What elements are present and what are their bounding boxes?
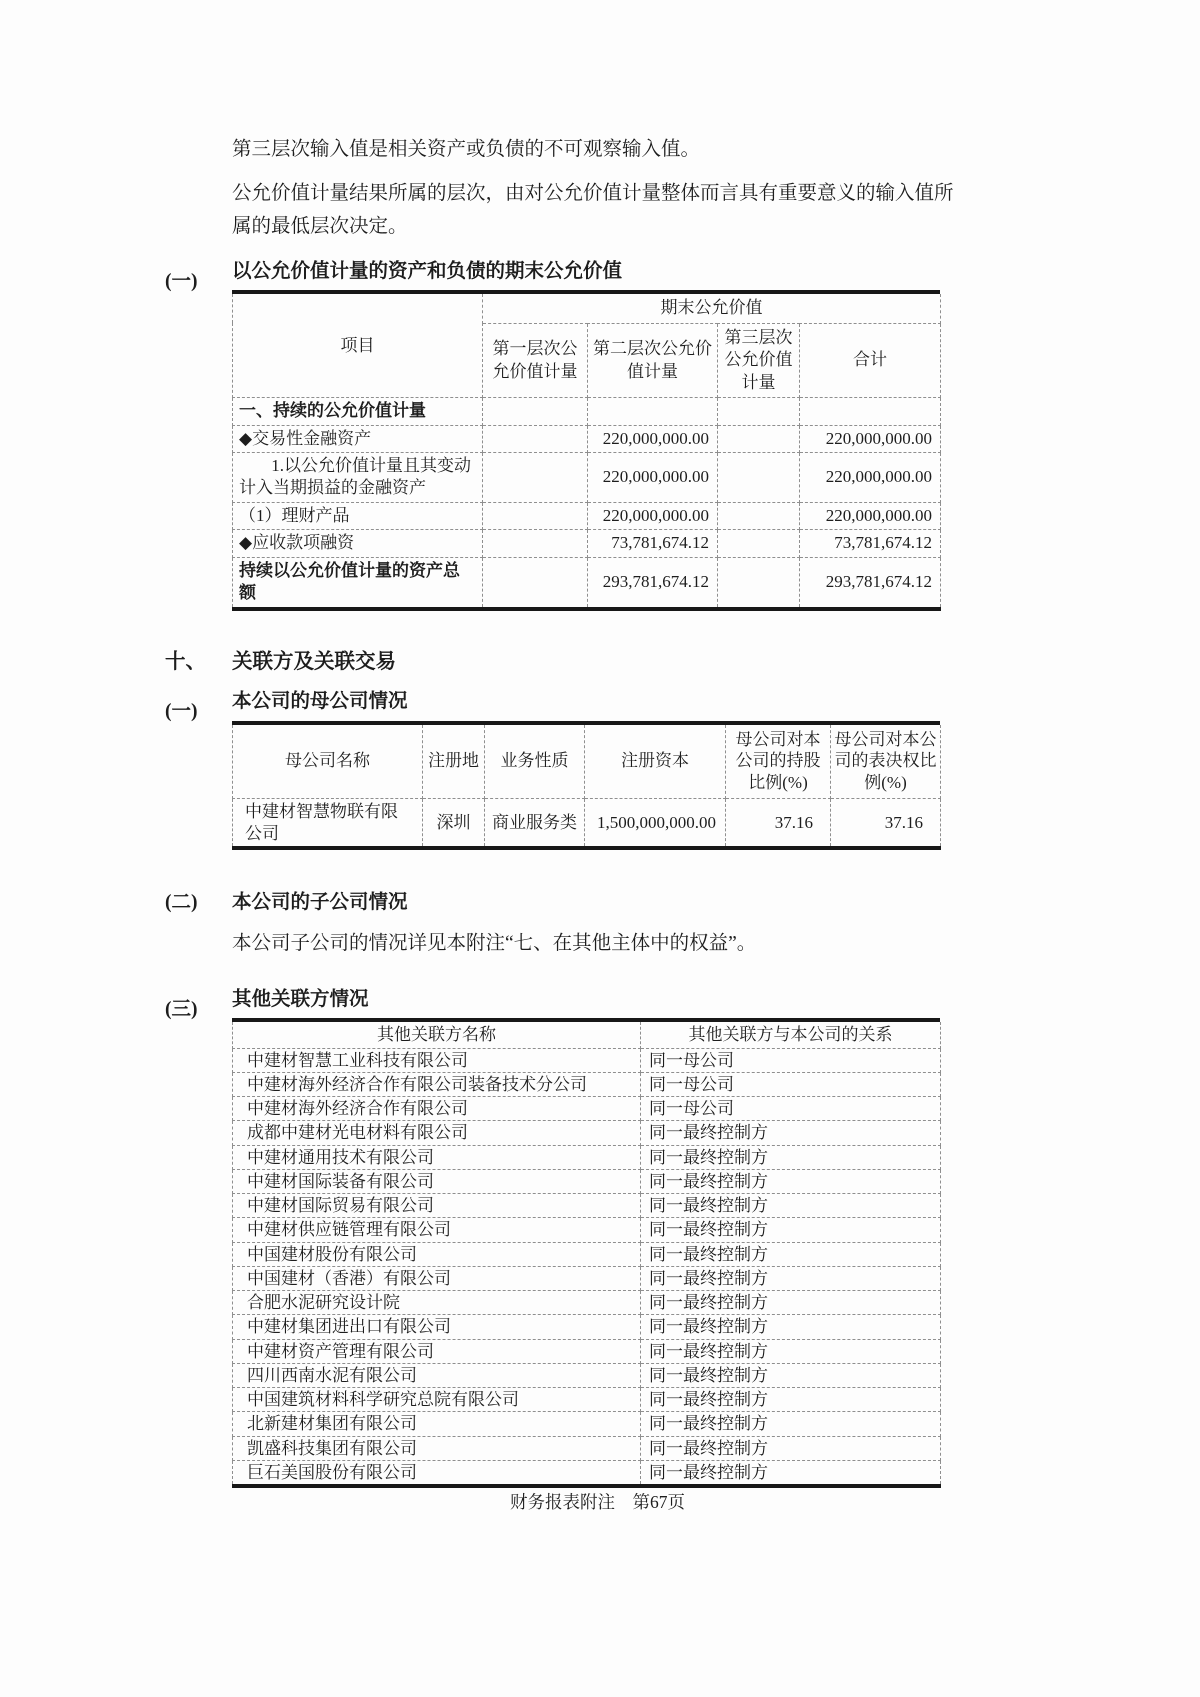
table-row [233,1412,941,1436]
column-header-parent-name: 母公司名称 [233,725,423,799]
value-cell-level1 [483,530,588,557]
table-row [233,1218,941,1242]
relation-cell: 同一母公司 [641,1048,941,1072]
section-heading-subsidiary [165,890,1005,915]
related-party-name-cell: 中建材国际装备有限公司 [233,1169,641,1193]
table-row [233,1315,941,1339]
value-cell-level2: 220,000,000.00 [588,425,718,452]
section-title-underline [232,259,940,294]
table-row [233,1097,941,1121]
value-cell-level3 [718,398,800,425]
table-row [233,1242,941,1266]
related-party-name-cell: 中建材智慧工业科技有限公司 [233,1048,641,1072]
relation-cell: 同一母公司 [641,1072,941,1096]
item-cell: ◆交易性金融资产 [233,425,483,452]
column-header-item: 项目 [233,294,483,397]
fair-value-table [232,294,941,610]
relation-cell: 同一最终控制方 [641,1194,941,1218]
value-cell-level2: 220,000,000.00 [588,502,718,529]
value-cell-level1 [483,398,588,425]
table-row [233,1048,941,1072]
relation-cell: 同一最终控制方 [641,1266,941,1290]
chapter-title: 关联方及关联交易 [232,650,396,673]
relation-cell: 同一最终控制方 [641,1121,941,1145]
relation-cell: 同一最终控制方 [641,1339,941,1363]
section-number: (三) [165,998,198,1020]
related-party-name-cell: 凯盛科技集团有限公司 [233,1436,641,1460]
table-row [233,1194,941,1218]
value-cell-total: 293,781,674.12 [800,557,941,608]
section-title-underline [232,689,940,724]
column-header-level2: 第二层次公允价值计量 [588,323,718,397]
value-cell-level3 [718,557,800,608]
item-cell: 持续以公允价值计量的资产总额 [233,557,483,608]
relation-cell: 同一最终控制方 [641,1388,941,1412]
related-party-name-cell: 中国建筑材料科学研究总院有限公司 [233,1388,641,1412]
intro-paragraph-2: 公允价值计量结果所属的层次，由对公允价值计量整体而言具有重要意义的输入值所属的最低层次决定。 [232,183,954,237]
relation-cell: 同一最终控制方 [641,1145,941,1169]
section-number: (一) [165,271,198,293]
value-cell-level3 [718,530,800,557]
value-cell-level3 [718,453,800,503]
section-number: (一) [165,701,198,723]
value-cell-level2: 73,781,674.12 [588,530,718,557]
table-row [233,1145,941,1169]
column-header-other-name: 其他关联方名称 [233,1022,641,1048]
related-party-name-cell: 中建材海外经济合作有限公司装备技术分公司 [233,1072,641,1096]
table-row [233,557,941,608]
value-cell-level1 [483,557,588,608]
related-party-name-cell: 巨石美国股份有限公司 [233,1460,641,1486]
table-row [233,798,941,848]
related-party-name-cell: 中建材供应链管理有限公司 [233,1218,641,1242]
item-cell: 1.以公允价值计量且其变动计入当期损益的金融资产 [233,453,483,503]
related-party-name-cell: 北新建材集团有限公司 [233,1412,641,1436]
table-row [233,1339,941,1363]
section-heading-fair-value [165,259,1005,294]
table-row [233,425,941,452]
column-header-voting-ratio: 母公司对本公司的表决权比例(%) [831,725,941,799]
table-header-row [233,1022,941,1048]
related-party-name-cell: 中国建材股份有限公司 [233,1242,641,1266]
value-cell-total: 220,000,000.00 [800,453,941,503]
value-cell-total: 220,000,000.00 [800,425,941,452]
related-party-name-cell: 成都中建材光电材料有限公司 [233,1121,641,1145]
table-row [233,1121,941,1145]
column-header-registered-capital: 注册资本 [585,725,726,799]
related-party-name-cell: 四川西南水泥有限公司 [233,1363,641,1387]
section-title-underline [232,987,940,1022]
related-party-name-cell: 中建材通用技术有限公司 [233,1145,641,1169]
value-cell-level2: 293,781,674.12 [588,557,718,608]
registered-place-cell: 深圳 [423,798,485,848]
related-party-name-cell: 中建材海外经济合作有限公司 [233,1097,641,1121]
item-cell: 一、持续的公允价值计量 [233,398,483,425]
relation-cell: 同一最终控制方 [641,1291,941,1315]
voting-ratio-cell: 37.16 [831,798,941,848]
relation-cell: 同一最终控制方 [641,1436,941,1460]
related-party-name-cell: 中建材资产管理有限公司 [233,1339,641,1363]
table-row [233,1266,941,1290]
value-cell-level2: 220,000,000.00 [588,453,718,503]
section-title: 其他关联方情况 [232,988,369,1010]
column-header-total: 合计 [800,323,941,397]
footer-page-label: 财务报表附注 第67页 [510,1492,685,1512]
value-cell-level2 [588,398,718,425]
table-row [233,502,941,529]
subsidiary-note: 本公司子公司的情况详见本附注“七、在其他主体中的权益”。 [232,932,757,954]
relation-cell: 同一最终控制方 [641,1460,941,1486]
registered-capital-cell: 1,500,000,000.00 [585,798,726,848]
chapter-number: 十、 [165,650,206,673]
chapter-title-wrap [232,649,940,676]
value-cell-level3 [718,425,800,452]
table-row [233,1460,941,1486]
value-cell-level3 [718,502,800,529]
page-content [165,0,1005,1488]
table-row [233,1072,941,1096]
section-heading-other-related [165,987,1005,1022]
table-row [233,398,941,425]
column-header-level3: 第三层次公允价值计量 [718,323,800,397]
table-header-row [233,725,941,799]
section-title-wrap [232,890,940,915]
value-cell-level1 [483,425,588,452]
column-header-group: 期末公允价值 [483,294,941,323]
section-title: 本公司的子公司情况 [232,892,408,914]
relation-cell: 同一最终控制方 [641,1412,941,1436]
value-cell-level1 [483,453,588,503]
section-title: 以公允价值计量的资产和负债的期末公允价值 [232,261,623,283]
section-number: (二) [165,892,198,914]
relation-cell: 同一母公司 [641,1097,941,1121]
relation-cell: 同一最终控制方 [641,1218,941,1242]
table-row [233,1363,941,1387]
column-header-level1: 第一层次公允价值计量 [483,323,588,397]
table-row [233,530,941,557]
column-header-holding-ratio: 母公司对本公司的持股比例(%) [726,725,831,799]
column-header-business-nature: 业务性质 [485,725,585,799]
relation-cell: 同一最终控制方 [641,1169,941,1193]
table-header-row [233,294,941,323]
column-header-other-relation: 其他关联方与本公司的关系 [641,1022,941,1048]
holding-ratio-cell: 37.16 [726,798,831,848]
parent-name-cell: 中建材智慧物联有限公司 [233,798,423,848]
table-row [233,1388,941,1412]
table-row [233,1436,941,1460]
parent-company-table [232,725,941,851]
item-cell: ◆应收款项融资 [233,530,483,557]
section-heading-parent-company [165,689,1005,724]
table-row [233,1291,941,1315]
value-cell-total: 73,781,674.12 [800,530,941,557]
related-party-name-cell: 中国建材（香港）有限公司 [233,1266,641,1290]
intro-paragraph-1: 第三层次输入值是相关资产或负债的不可观察输入值。 [232,139,701,160]
related-party-name-cell: 中建材国际贸易有限公司 [233,1194,641,1218]
table-row [233,453,941,503]
related-party-name-cell: 合肥水泥研究设计院 [233,1291,641,1315]
relation-cell: 同一最终控制方 [641,1363,941,1387]
table-row [233,1169,941,1193]
chapter-heading-related-party [165,649,1005,676]
other-related-parties-table [232,1022,941,1488]
value-cell-level1 [483,502,588,529]
business-nature-cell: 商业服务类 [485,798,585,848]
value-cell-total: 220,000,000.00 [800,502,941,529]
value-cell-total [800,398,941,425]
relation-cell: 同一最终控制方 [641,1242,941,1266]
related-party-name-cell: 中建材集团进出口有限公司 [233,1315,641,1339]
column-header-registered-place: 注册地 [423,725,485,799]
item-cell: （1）理财产品 [233,502,483,529]
relation-cell: 同一最终控制方 [641,1315,941,1339]
section-title: 本公司的母公司情况 [232,691,408,713]
